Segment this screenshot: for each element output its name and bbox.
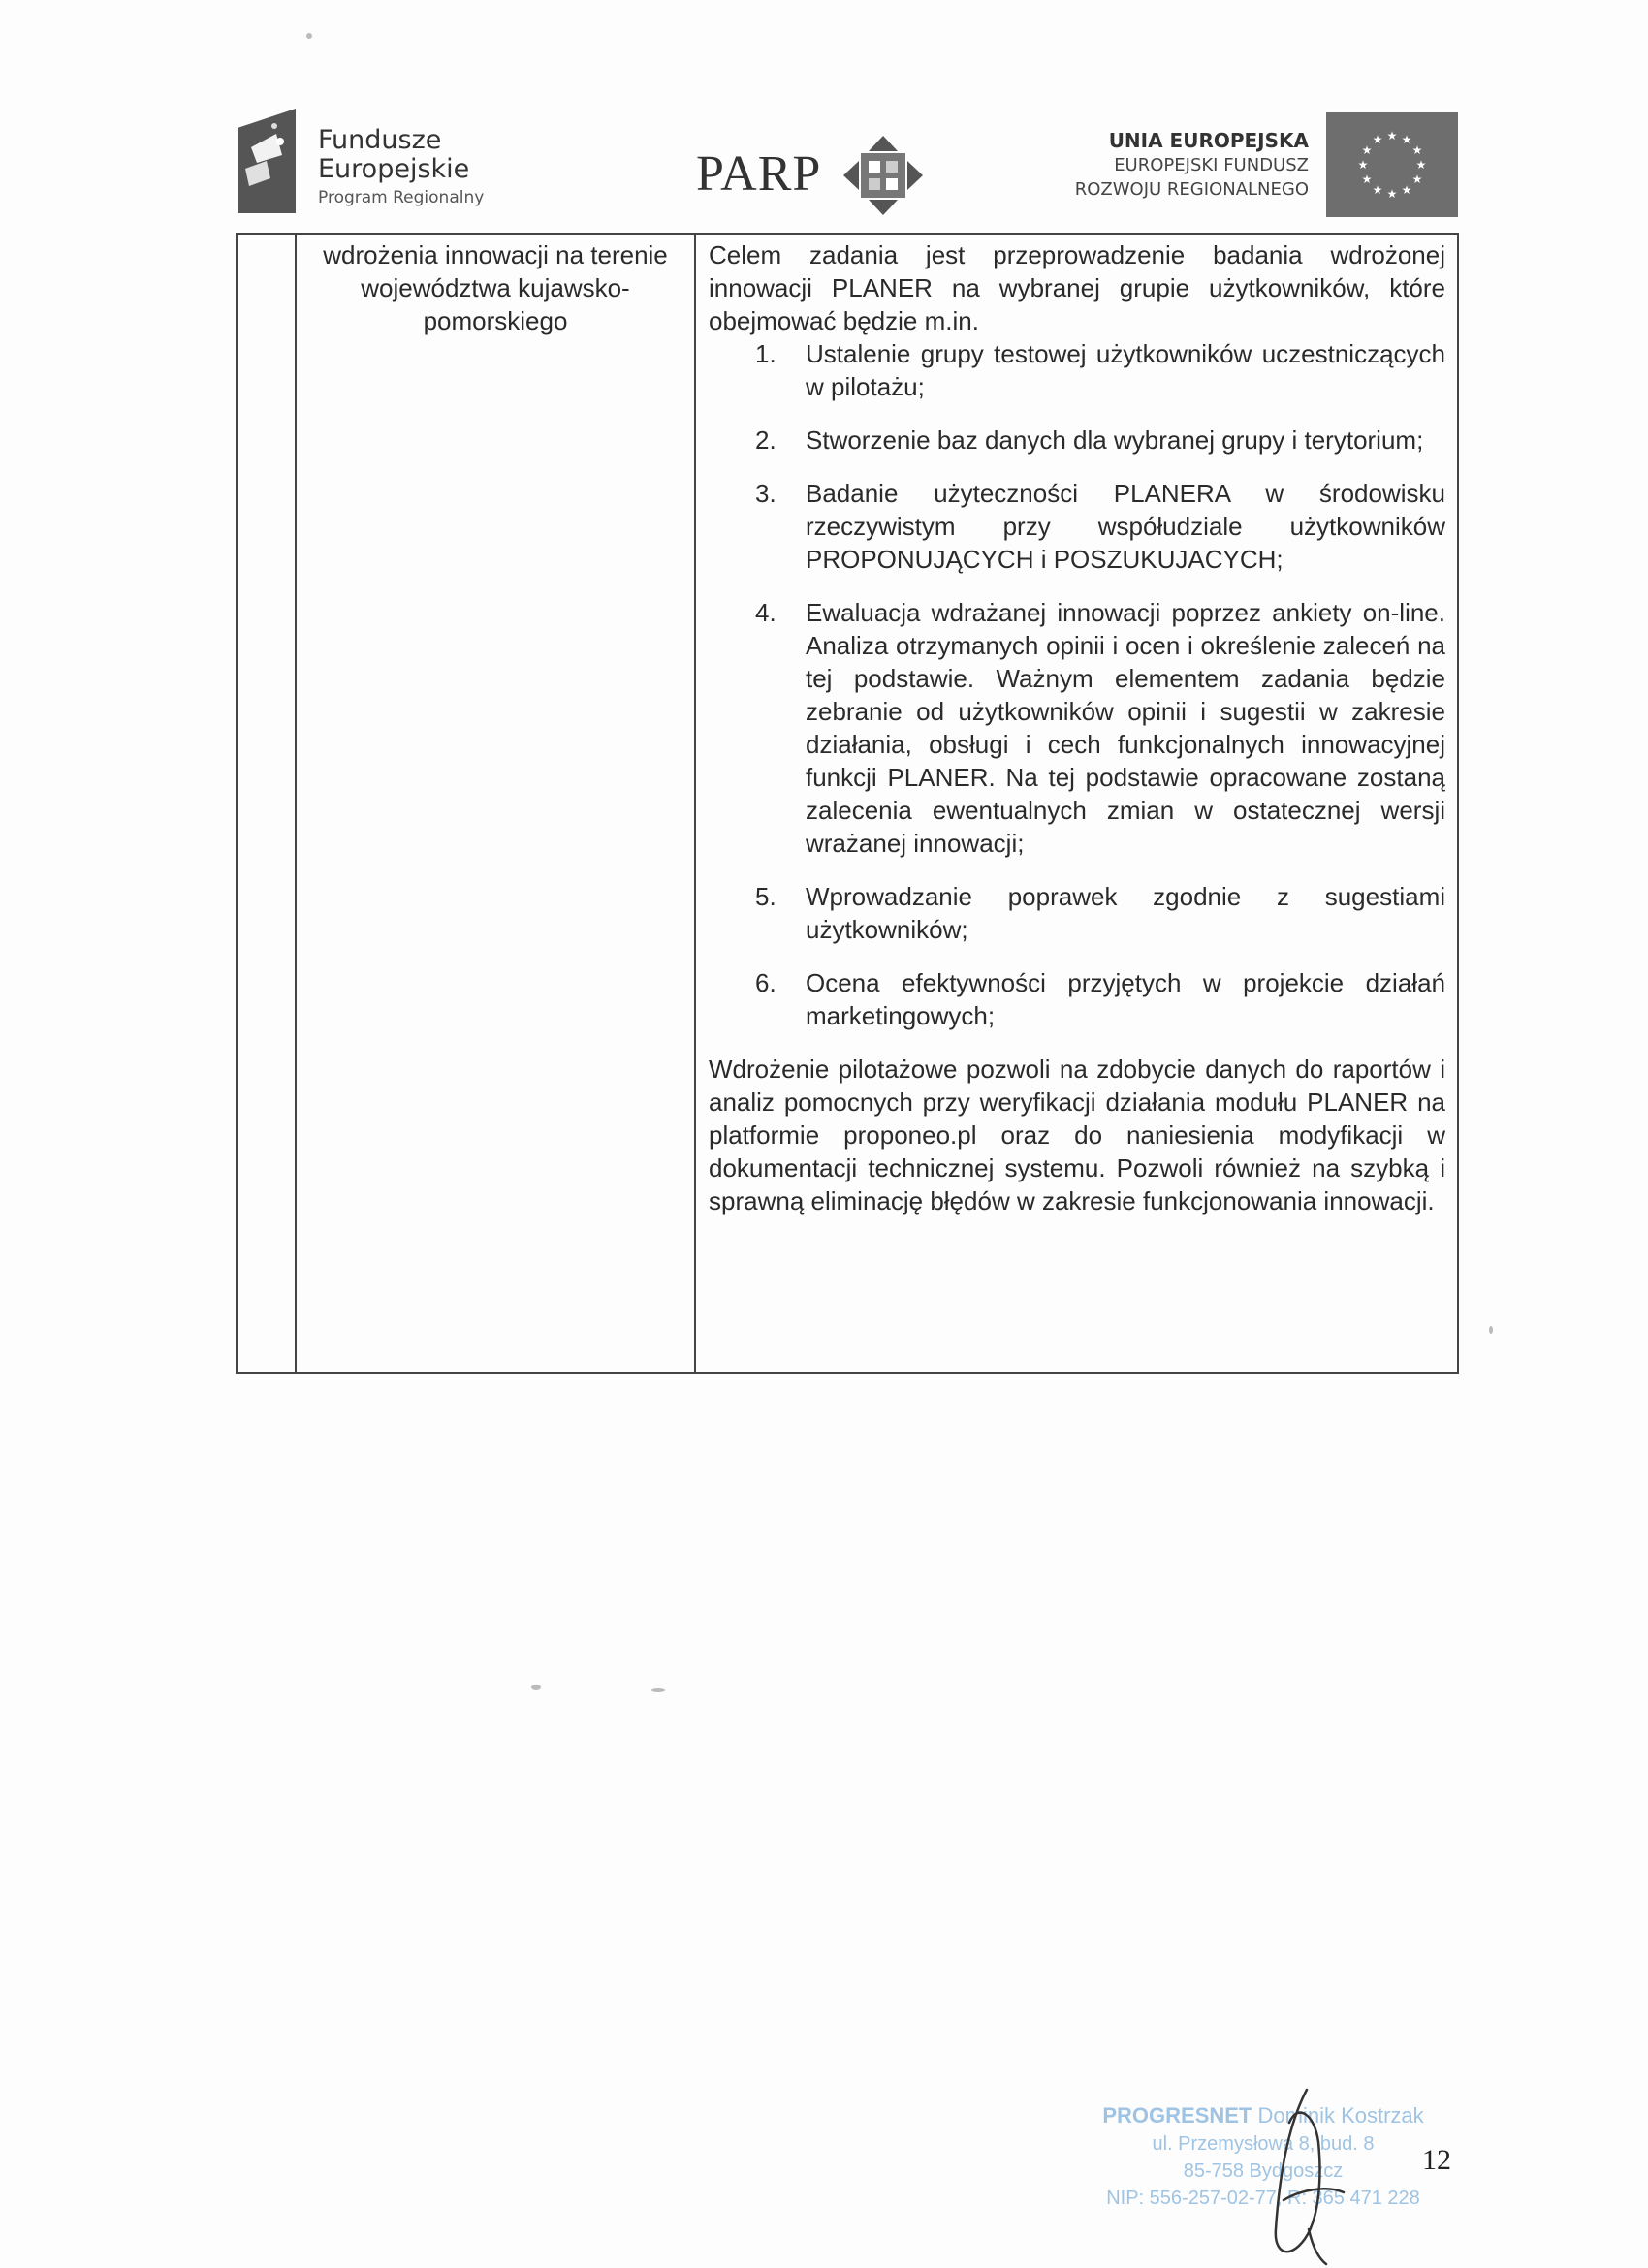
svg-text:★: ★	[1401, 133, 1412, 146]
svg-text:★: ★	[1386, 129, 1398, 142]
scan-speck	[306, 33, 312, 39]
svg-text:★: ★	[1361, 143, 1373, 157]
handwritten-signature-icon	[1251, 2084, 1367, 2268]
svg-text:★: ★	[1411, 173, 1423, 186]
steps-list	[709, 337, 1445, 1032]
svg-text:★: ★	[1386, 187, 1398, 201]
fundusze-europejskie-text	[318, 126, 484, 209]
list-item	[709, 596, 1445, 860]
ue-line-3: ROZWOJU REGIONALNEGO	[1074, 179, 1309, 200]
list-item-text: Wprowadzanie poprawek zgodnie z sugestiami użytkowników;	[806, 882, 1445, 944]
list-item-text: Ocena efektywności przyjętych w projekcie działań marketingowych;	[806, 968, 1445, 1030]
list-item-number: 2.	[755, 425, 776, 455]
content-table	[236, 233, 1459, 1374]
table-divider	[694, 235, 696, 1372]
description-outro: Wdrożenie pilotażowe pozwoli na zdobycie danych do raportów i analiz pomocnych przy weryfikacji działania modułu PLANER na platformie proponeo.pl oraz do naniesienia modyfikacji w dokumentacji technicznej systemu. Pozwoli również na szybką i sprawną eliminację błędów w zakresie funkcjonowania innowacji.	[709, 1055, 1445, 1215]
description-intro: Celem zadania jest przeprowadzenie badania wdrożonej innowacji PLANER na wybranej grupie użytkowników, które obejmować będzie m.in.	[709, 240, 1445, 335]
list-item-text: Ewaluacja wdrażanej innowacji poprzez ankiety on-line. Analiza otrzymanych opinii i ocen i określenie zaleceń na tej podstawie. Ważnym elementem zadania będzie zebranie od użytkowników opinii i sugestii w zakresie działania, obsługi i cech funkcjonalnych innowacyjnej funkcji PLANER. Na tej podstawie opracowane zostaną zalecenia ewentualnych zmian w ostatecznej wersji wrażanej innowacji;	[806, 598, 1445, 858]
list-item-number: 4.	[755, 598, 776, 627]
stamp-line-3: 85-758 Bydgoszcz	[1183, 2160, 1344, 2182]
list-item-number: 5.	[755, 882, 776, 911]
task-description-cell	[709, 238, 1445, 1217]
svg-text:★: ★	[1411, 143, 1423, 157]
parp-logo-text: PARP	[696, 146, 822, 202]
stamp-owner-name: Dominik Kostrzak	[1257, 2103, 1424, 2127]
stamp-line-4: NIP: 556-257-02-77, R: 365 471 228	[1106, 2188, 1420, 2209]
list-item-number: 3.	[755, 479, 776, 508]
list-item	[709, 966, 1445, 1032]
list-item-text: Ustalenie grupy testowej użytkowników uczestniczących w pilotażu;	[806, 339, 1445, 401]
svg-text:★: ★	[1361, 173, 1373, 186]
svg-text:★: ★	[1372, 183, 1383, 197]
fe-line-2: Europejskie	[318, 154, 470, 184]
list-item	[709, 424, 1445, 457]
task-name-cell: wdrożenia innowacji na terenie województwa kujawsko-pomorskiego	[323, 240, 668, 335]
list-item	[709, 477, 1445, 576]
parp-arrows-icon	[841, 134, 925, 217]
unia-europejska-text	[1075, 128, 1309, 202]
page-header	[0, 0, 1648, 223]
list-item-text: Badanie użyteczności PLANERA w środowisku rzeczywistym przy współudziale użytkowników PROPONUJĄCYCH i POSZUKUJACYCH;	[806, 479, 1445, 574]
svg-text:★: ★	[1401, 183, 1412, 197]
fe-line-1: Fundusze	[318, 125, 442, 155]
fundusze-europejskie-logo-icon	[238, 109, 296, 213]
list-item	[709, 337, 1445, 403]
svg-text:★: ★	[1372, 133, 1383, 146]
ue-line-1: UNIA EUROPEJSKA	[1108, 129, 1309, 152]
list-item	[709, 880, 1445, 946]
fe-line-3: Program Regionalny	[318, 188, 485, 207]
svg-text:★: ★	[1415, 158, 1427, 172]
scan-speck	[531, 1685, 541, 1690]
page-number: 12	[1422, 2144, 1451, 2176]
list-item-number: 6.	[755, 968, 776, 997]
table-divider	[295, 235, 297, 1372]
list-item-text: Stworzenie baz danych dla wybranej grupy i terytorium;	[806, 425, 1424, 455]
ue-line-2: EUROPEJSKI FUNDUSZ	[1114, 155, 1309, 175]
scan-speck	[1489, 1326, 1493, 1334]
stamp-company-name: PROGRESNET	[1102, 2103, 1252, 2127]
scan-speck	[651, 1688, 665, 1692]
eu-flag-icon	[1326, 112, 1458, 217]
list-item-number: 1.	[755, 339, 776, 368]
svg-text:★: ★	[1357, 158, 1369, 172]
stamp-line-2: ul. Przemysłowa 8, bud. 8	[1152, 2133, 1375, 2155]
